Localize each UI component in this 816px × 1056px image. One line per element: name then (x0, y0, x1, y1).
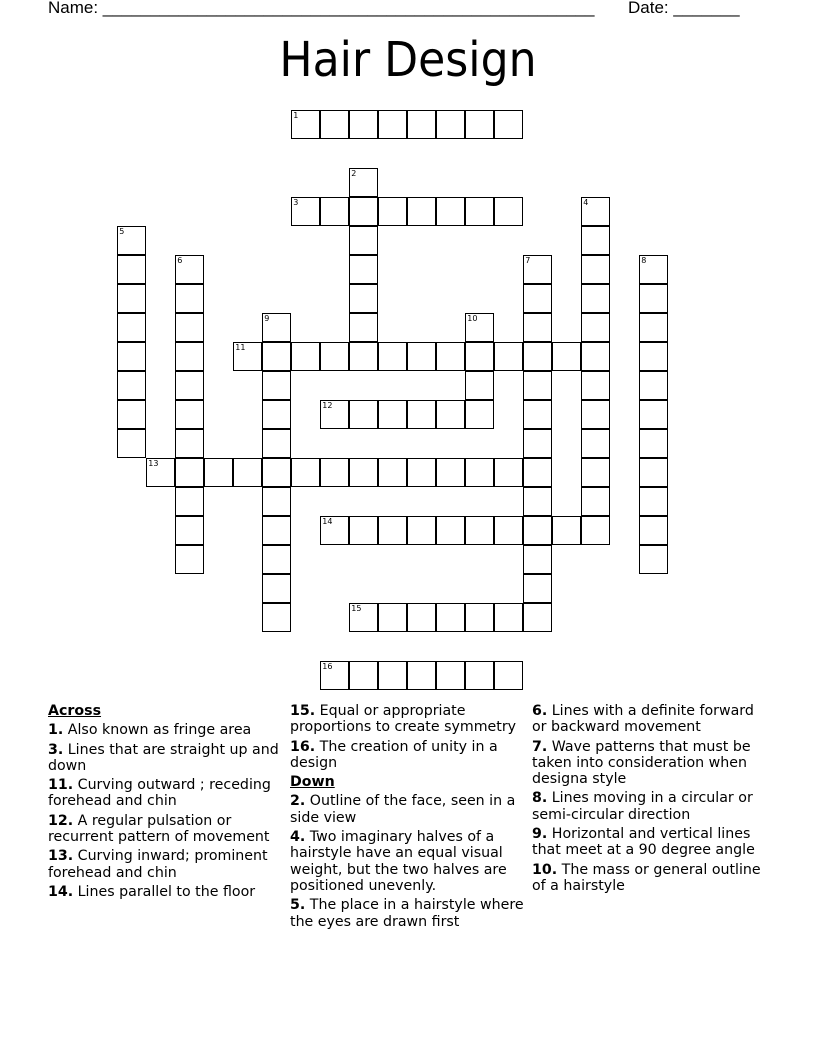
crossword-cell[interactable] (349, 516, 378, 545)
crossword-cell[interactable] (639, 255, 668, 284)
crossword-cell[interactable] (320, 342, 349, 371)
crossword-cell[interactable] (175, 545, 204, 574)
clue-text: Lines with a definite forward or backward movement (532, 703, 754, 736)
clue-text: Lines moving in a circular or semi-circular direction (532, 790, 753, 823)
clue-text: Curving inward; prominent forehead and chin (48, 848, 268, 881)
clue-number-label: 8 (641, 256, 647, 266)
crossword-cell[interactable] (523, 400, 552, 429)
crossword-cell[interactable] (436, 661, 465, 690)
crossword-cell[interactable] (320, 458, 349, 487)
crossword-cell[interactable] (523, 458, 552, 487)
crossword-cell[interactable] (378, 400, 407, 429)
crossword-cell[interactable] (639, 284, 668, 313)
clue-number-label: 1 (293, 111, 299, 121)
crossword-cell[interactable] (175, 313, 204, 342)
crossword-cell[interactable] (233, 342, 262, 371)
crossword-cell[interactable] (262, 371, 291, 400)
crossword-cell[interactable] (465, 458, 494, 487)
clue-number: 12. (48, 812, 74, 829)
crossword-cell[interactable] (175, 371, 204, 400)
clue-number-label: 13 (148, 459, 159, 469)
down-heading: Down (290, 774, 335, 791)
crossword-cell[interactable] (523, 255, 552, 284)
crossword-cell[interactable] (349, 458, 378, 487)
crossword-cell[interactable] (639, 545, 668, 574)
clue-number: 4. (290, 829, 306, 846)
crossword-cell[interactable] (639, 342, 668, 371)
crossword-cell[interactable] (407, 603, 436, 632)
crossword-cell[interactable] (494, 603, 523, 632)
crossword-cell[interactable] (262, 400, 291, 429)
crossword-cell[interactable] (523, 603, 552, 632)
clue-number-label: 16 (322, 662, 333, 672)
clue-column-1 (48, 703, 284, 903)
crossword-cell[interactable] (320, 400, 349, 429)
crossword-cell[interactable] (378, 661, 407, 690)
clue-number: 3. (48, 741, 64, 758)
crossword-cell[interactable] (465, 313, 494, 342)
crossword-cell[interactable] (407, 661, 436, 690)
clue-across-16 (290, 739, 526, 772)
crossword-cell[interactable] (436, 110, 465, 139)
crossword-cell[interactable] (581, 429, 610, 458)
crossword-cell[interactable] (378, 458, 407, 487)
crossword-cell[interactable] (320, 110, 349, 139)
crossword-cell[interactable] (581, 284, 610, 313)
clue-number-label: 12 (322, 401, 333, 411)
crossword-cell[interactable] (523, 371, 552, 400)
crossword-cell[interactable] (465, 400, 494, 429)
crossword-cell[interactable] (639, 371, 668, 400)
crossword-cell[interactable] (639, 458, 668, 487)
crossword-cell[interactable] (436, 603, 465, 632)
clue-text: Lines that are straight up and down (48, 741, 279, 774)
crossword-cell[interactable] (175, 284, 204, 313)
crossword-cell[interactable] (291, 458, 320, 487)
crossword-cell[interactable] (349, 603, 378, 632)
crossword-cell[interactable] (465, 371, 494, 400)
clue-down-8 (532, 790, 768, 823)
clue-text: The place in a hairstyle where the eyes are drawn first (290, 897, 524, 930)
clue-column-2 (290, 703, 526, 933)
crossword-cell[interactable] (291, 342, 320, 371)
clue-across-3 (48, 742, 284, 775)
clue-across-12 (48, 813, 284, 846)
crossword-cell[interactable] (117, 371, 146, 400)
crossword-cell[interactable] (349, 284, 378, 313)
crossword-cell[interactable] (523, 284, 552, 313)
clue-across-1 (48, 722, 284, 738)
crossword-cell[interactable] (378, 110, 407, 139)
crossword-cell[interactable] (349, 226, 378, 255)
clue-number-label: 2 (351, 169, 357, 179)
crossword-cell[interactable] (581, 255, 610, 284)
crossword-cell[interactable] (262, 545, 291, 574)
crossword-cell[interactable] (262, 458, 291, 487)
crossword-cell[interactable] (436, 197, 465, 226)
name-field-label: Name: ____________________________________________________ (48, 0, 595, 17)
crossword-cell[interactable] (494, 110, 523, 139)
crossword-cell[interactable] (204, 458, 233, 487)
crossword-cell[interactable] (523, 342, 552, 371)
crossword-cell[interactable] (523, 516, 552, 545)
crossword-cell[interactable] (581, 226, 610, 255)
crossword-cell[interactable] (436, 458, 465, 487)
across-heading: Across (48, 703, 102, 719)
crossword-cell[interactable] (407, 400, 436, 429)
crossword-cell[interactable] (639, 429, 668, 458)
clue-down-9 (532, 826, 768, 859)
crossword-cell[interactable] (523, 429, 552, 458)
crossword-cell[interactable] (465, 516, 494, 545)
crossword-cell[interactable] (320, 516, 349, 545)
clue-number: 8. (532, 790, 548, 807)
crossword-cell[interactable] (146, 458, 175, 487)
clue-number-label: 5 (119, 227, 125, 237)
clue-text: Horizontal and vertical lines that meet at a 90 degree angle (532, 826, 755, 859)
crossword-cell[interactable] (407, 342, 436, 371)
clue-number: 11. (48, 777, 74, 794)
clue-across-15 (290, 703, 526, 736)
crossword-cell[interactable] (523, 545, 552, 574)
crossword-cell[interactable] (465, 110, 494, 139)
crossword-cell[interactable] (349, 400, 378, 429)
crossword-cell[interactable] (494, 458, 523, 487)
clue-down-4 (290, 829, 526, 894)
clue-text: Curving outward ; receding forehead and chin (48, 777, 271, 810)
crossword-cell[interactable] (175, 487, 204, 516)
crossword-cell[interactable] (581, 458, 610, 487)
crossword-cell[interactable] (291, 197, 320, 226)
crossword-cell[interactable] (349, 168, 378, 197)
crossword-cell[interactable] (378, 197, 407, 226)
date-field-label: Date: _______ (628, 0, 740, 17)
crossword-cell[interactable] (436, 342, 465, 371)
clue-text: The mass or general outline of a hairstyle (532, 861, 761, 894)
crossword-cell[interactable] (407, 197, 436, 226)
crossword-cell[interactable] (175, 516, 204, 545)
crossword-cell[interactable] (117, 255, 146, 284)
crossword-cell[interactable] (117, 284, 146, 313)
crossword-cell[interactable] (262, 516, 291, 545)
crossword-cell[interactable] (233, 458, 262, 487)
crossword-cell[interactable] (378, 342, 407, 371)
crossword-cell[interactable] (349, 197, 378, 226)
crossword-cell[interactable] (262, 342, 291, 371)
crossword-cell[interactable] (407, 516, 436, 545)
crossword-cell[interactable] (581, 371, 610, 400)
crossword-cell[interactable] (465, 197, 494, 226)
page-title: Hair Design (279, 32, 537, 88)
crossword-cell[interactable] (465, 342, 494, 371)
clue-number-label: 6 (177, 256, 183, 266)
crossword-cell[interactable] (320, 197, 349, 226)
crossword-cell[interactable] (117, 342, 146, 371)
crossword-cell[interactable] (552, 516, 581, 545)
crossword-cell[interactable] (378, 603, 407, 632)
clue-number-label: 7 (525, 256, 531, 266)
crossword-cell[interactable] (291, 110, 320, 139)
crossword-cell[interactable] (581, 516, 610, 545)
crossword-cell[interactable] (349, 661, 378, 690)
clue-number: 13. (48, 848, 74, 865)
crossword-cell[interactable] (349, 255, 378, 284)
clue-down-5 (290, 897, 526, 930)
crossword-cell[interactable] (117, 429, 146, 458)
clue-number: 16. (290, 738, 316, 755)
crossword-cell[interactable] (639, 313, 668, 342)
crossword-cell[interactable] (639, 400, 668, 429)
crossword-cell[interactable] (436, 516, 465, 545)
crossword-cell[interactable] (262, 574, 291, 603)
crossword-cell[interactable] (581, 487, 610, 516)
clue-number-label: 14 (322, 517, 333, 527)
crossword-cell[interactable] (436, 400, 465, 429)
crossword-cell[interactable] (378, 516, 407, 545)
clue-number: 5. (290, 897, 306, 914)
crossword-cell[interactable] (494, 342, 523, 371)
clue-down-2 (290, 793, 526, 826)
crossword-cell[interactable] (639, 516, 668, 545)
crossword-cell[interactable] (117, 226, 146, 255)
clue-number: 6. (532, 703, 548, 719)
clue-text: Wave patterns that must be taken into consideration when designa style (532, 738, 751, 788)
crossword-cell[interactable] (465, 603, 494, 632)
clue-number: 9. (532, 826, 548, 843)
clue-number-label: 9 (264, 314, 270, 324)
crossword-cell[interactable] (117, 313, 146, 342)
clue-number-label: 11 (235, 343, 246, 353)
crossword-cell[interactable] (262, 603, 291, 632)
crossword-cell[interactable] (262, 487, 291, 516)
clue-number-label: 10 (467, 314, 478, 324)
crossword-cell[interactable] (175, 429, 204, 458)
crossword-cell[interactable] (465, 661, 494, 690)
crossword-cell[interactable] (349, 342, 378, 371)
clue-text: Outline of the face, seen in a side view (290, 793, 516, 826)
crossword-cell[interactable] (581, 400, 610, 429)
crossword-cell[interactable] (407, 110, 436, 139)
crossword-cell[interactable] (175, 400, 204, 429)
crossword-cell[interactable] (117, 400, 146, 429)
clue-text: The creation of unity in a design (290, 738, 498, 771)
clue-text: Also known as fringe area (67, 722, 252, 739)
crossword-cell[interactable] (523, 574, 552, 603)
crossword-cell[interactable] (262, 313, 291, 342)
clue-text: Equal or appropriate proportions to create symmetry (290, 703, 517, 736)
clue-text: Two imaginary halves of a hairstyle have an equal visual weight, but the two halves are positioned unevenly. (290, 829, 507, 894)
crossword-cell[interactable] (552, 342, 581, 371)
clue-number: 7. (532, 738, 548, 755)
clue-across-14 (48, 884, 284, 900)
crossword-cell[interactable] (349, 110, 378, 139)
clue-number: 15. (290, 703, 316, 719)
clue-number: 2. (290, 793, 306, 810)
clue-text: A regular pulsation or recurrent pattern of movement (48, 812, 270, 846)
crossword-cell[interactable] (494, 516, 523, 545)
crossword-cell[interactable] (581, 313, 610, 342)
crossword-cell[interactable] (175, 255, 204, 284)
crossword-cell[interactable] (175, 458, 204, 487)
crossword-cell[interactable] (175, 342, 204, 371)
clue-across-11 (48, 777, 284, 810)
crossword-cell[interactable] (581, 197, 610, 226)
crossword-cell[interactable] (523, 487, 552, 516)
crossword-cell[interactable] (523, 313, 552, 342)
clue-number: 14. (48, 883, 74, 900)
clue-across-13 (48, 848, 284, 881)
crossword-cell[interactable] (494, 197, 523, 226)
clue-down-7 (532, 739, 768, 788)
crossword-cell[interactable] (494, 661, 523, 690)
clue-column-3 (532, 703, 768, 897)
clue-number-label: 3 (293, 198, 299, 208)
crossword-cell[interactable] (262, 429, 291, 458)
clue-number-label: 4 (583, 198, 589, 208)
clue-text: Lines parallel to the floor (77, 883, 256, 900)
clue-number: 10. (532, 861, 558, 878)
crossword-cell[interactable] (581, 342, 610, 371)
clue-number: 1. (48, 722, 64, 739)
clue-down-6 (532, 703, 768, 736)
clue-number-label: 15 (351, 604, 362, 614)
clue-down-10 (532, 862, 768, 895)
crossword-cell[interactable] (407, 458, 436, 487)
crossword-cell[interactable] (349, 313, 378, 342)
crossword-cell[interactable] (320, 661, 349, 690)
crossword-cell[interactable] (639, 487, 668, 516)
